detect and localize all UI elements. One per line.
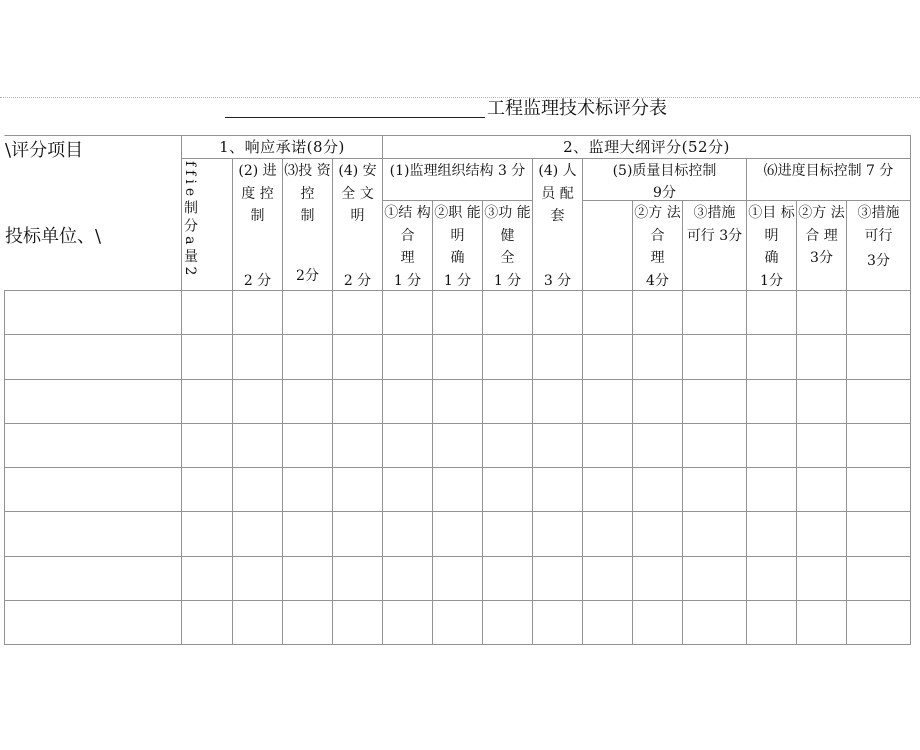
score-cell [332, 467, 383, 512]
score-cell [282, 511, 333, 557]
schedule-method-header [796, 200, 847, 291]
response-item-1-label: ffie制分a量2 [182, 161, 198, 280]
score-cell [746, 600, 797, 645]
corner-header-cell [4, 135, 182, 291]
score-cell [382, 334, 433, 380]
bidder-name-cell [4, 600, 182, 645]
bidder-name-cell [4, 290, 182, 335]
schedule-measures-label: ③措施 可行 [857, 205, 900, 244]
score-cell [332, 511, 383, 557]
score-cell [232, 334, 283, 380]
score-cell [682, 511, 747, 557]
score-cell [582, 556, 633, 601]
score-cell [282, 467, 333, 512]
score-cell [582, 511, 633, 557]
investment-control-label: ⑶投 资 控 制 [284, 163, 331, 224]
structure-reasonable-header [382, 200, 433, 291]
score-cell [796, 379, 847, 424]
response-commitment-header [181, 135, 383, 159]
score-cell [532, 334, 583, 380]
progress-control-score: 2 分 [243, 273, 272, 289]
project-name-blank [225, 98, 485, 118]
score-cell [632, 423, 683, 468]
score-cell [796, 600, 847, 645]
score-cell [432, 334, 483, 380]
score-cell [232, 423, 283, 468]
score-cell [796, 467, 847, 512]
score-cell [382, 556, 433, 601]
score-cell [532, 467, 583, 512]
staffing-score: 3 分 [543, 273, 572, 289]
score-cell [582, 600, 633, 645]
score-cell [382, 511, 433, 557]
score-cell [181, 556, 233, 601]
score-cell [682, 467, 747, 512]
score-cell [746, 423, 797, 468]
score-cell [482, 334, 533, 380]
score-cell [632, 290, 683, 335]
score-cell [582, 467, 633, 512]
score-cell [746, 379, 797, 424]
score-cell [382, 379, 433, 424]
form-title-row [225, 98, 667, 120]
investment-control-score: 2分 [296, 268, 319, 284]
response-commitment-label: 1、响应承诺(8分) [219, 138, 345, 156]
score-cell [232, 511, 283, 557]
schedule-measures-score: 3分 [867, 253, 890, 269]
score-cell [382, 290, 433, 335]
score-cell [482, 556, 533, 601]
score-cell [532, 423, 583, 468]
duties-clear-header [432, 200, 483, 291]
functions-complete-score: 1 分 [493, 273, 522, 289]
schedule-method-score: 3分 [810, 250, 833, 266]
schedule-target-score: 1分 [760, 273, 783, 289]
bidder-name-cell [4, 511, 182, 557]
score-cell [482, 600, 533, 645]
score-cell [632, 556, 683, 601]
score-cell [332, 600, 383, 645]
organization-structure-header [382, 158, 533, 201]
score-cell [746, 290, 797, 335]
safety-civilization-label: (4) 安 全 文 明 [338, 163, 377, 224]
quality-control-label: (5)质量目标控制 9分 [612, 163, 717, 201]
score-cell [846, 423, 911, 468]
score-cell [532, 290, 583, 335]
score-cell [382, 467, 433, 512]
score-cell [632, 600, 683, 645]
score-cell [746, 556, 797, 601]
score-cell [282, 600, 333, 645]
score-cell [532, 600, 583, 645]
supervision-outline-label: 2、监理大纲评分(52分) [563, 138, 730, 156]
score-cell [746, 334, 797, 380]
score-cell [682, 379, 747, 424]
score-cell [232, 556, 283, 601]
safety-civilization-header [332, 158, 383, 291]
schedule-measures-header [846, 200, 911, 291]
score-cell [482, 467, 533, 512]
score-cell [432, 423, 483, 468]
investment-control-header [282, 158, 333, 291]
score-cell [432, 511, 483, 557]
form-title: 工程监理技术标评分表 [487, 98, 667, 119]
quality-measures-label: ③措施 可行 3分 [686, 205, 743, 244]
score-cell [332, 290, 383, 335]
score-cell [282, 423, 333, 468]
schedule-target-label: ①目 标 明 确 [748, 205, 795, 266]
score-cell [582, 290, 633, 335]
score-cell [282, 379, 333, 424]
score-cell [181, 467, 233, 512]
score-cell [632, 511, 683, 557]
score-cell [382, 423, 433, 468]
bidder-name-cell [4, 423, 182, 468]
quality-item-1-header [582, 200, 633, 291]
score-cell [332, 556, 383, 601]
quality-measures-header [682, 200, 747, 291]
score-cell [682, 556, 747, 601]
score-cell [432, 467, 483, 512]
score-cell [532, 379, 583, 424]
score-cell [482, 423, 533, 468]
schedule-control-header [746, 158, 911, 201]
bidder-name-cell [4, 334, 182, 380]
score-cell [796, 334, 847, 380]
progress-control-label: (2) 进 度 控 制 [238, 163, 277, 224]
bidder-name-cell [4, 467, 182, 512]
bidder-name-cell [4, 379, 182, 424]
functions-complete-label: ③功 能 健 全 [484, 205, 531, 266]
evaluation-item-label: \评分项目 [5, 140, 84, 161]
progress-control-header [232, 158, 283, 291]
score-cell [482, 379, 533, 424]
score-cell [582, 334, 633, 380]
score-cell [181, 600, 233, 645]
organization-structure-label: (1)监理组织结构 3 分 [389, 163, 526, 179]
score-cell [796, 511, 847, 557]
bidder-label: 投标单位、\ [5, 226, 102, 247]
quality-method-label: ②方 法 合 理 [634, 205, 681, 266]
score-cell [181, 379, 233, 424]
score-cell [332, 334, 383, 380]
score-cell [846, 600, 911, 645]
quality-method-header [632, 200, 683, 291]
score-cell [282, 334, 333, 380]
score-cell [181, 290, 233, 335]
score-cell [282, 556, 333, 601]
score-cell [682, 423, 747, 468]
score-cell [532, 511, 583, 557]
score-cell [432, 290, 483, 335]
score-cell [846, 379, 911, 424]
structure-reasonable-score: 1 分 [393, 273, 422, 289]
score-cell [682, 290, 747, 335]
score-cell [181, 511, 233, 557]
score-cell [846, 556, 911, 601]
score-cell [482, 290, 533, 335]
score-cell [282, 290, 333, 335]
structure-reasonable-label: ①结 构 合 理 [384, 205, 431, 266]
score-cell [582, 379, 633, 424]
score-cell [232, 600, 283, 645]
quality-control-header [582, 158, 747, 201]
score-cell [632, 334, 683, 380]
score-cell [432, 379, 483, 424]
score-cell [746, 467, 797, 512]
quality-method-score: 4分 [646, 273, 669, 289]
safety-civilization-score: 2 分 [343, 273, 372, 289]
score-cell [682, 334, 747, 380]
score-cell [796, 423, 847, 468]
score-cell [432, 556, 483, 601]
staffing-label: (4) 人 员 配 套 [538, 163, 577, 224]
score-cell [232, 290, 283, 335]
score-cell [332, 423, 383, 468]
score-cell [532, 556, 583, 601]
score-cell [796, 290, 847, 335]
score-cell [232, 467, 283, 512]
score-cell [746, 511, 797, 557]
duties-clear-label: ②职 能 明 确 [434, 205, 481, 266]
score-cell [846, 334, 911, 380]
duties-clear-score: 1 分 [443, 273, 472, 289]
score-cell [846, 511, 911, 557]
score-cell [846, 290, 911, 335]
score-cell [632, 467, 683, 512]
score-cell [232, 379, 283, 424]
score-cell [482, 511, 533, 557]
score-cell [332, 379, 383, 424]
staffing-header [532, 158, 583, 291]
score-cell [582, 423, 633, 468]
score-cell [432, 600, 483, 645]
score-cell [796, 556, 847, 601]
score-cell [682, 600, 747, 645]
score-cell [382, 600, 433, 645]
schedule-control-label: ⑹进度目标控制 7 分 [763, 163, 894, 179]
score-cell [181, 423, 233, 468]
schedule-target-header [746, 200, 797, 291]
response-item-1-header [181, 158, 233, 291]
supervision-outline-header [382, 135, 911, 159]
schedule-method-label: ②方 法 合 理 [798, 205, 845, 244]
functions-complete-header [482, 200, 533, 291]
score-cell [632, 379, 683, 424]
score-cell [846, 467, 911, 512]
bidder-name-cell [4, 556, 182, 601]
score-cell [181, 334, 233, 380]
